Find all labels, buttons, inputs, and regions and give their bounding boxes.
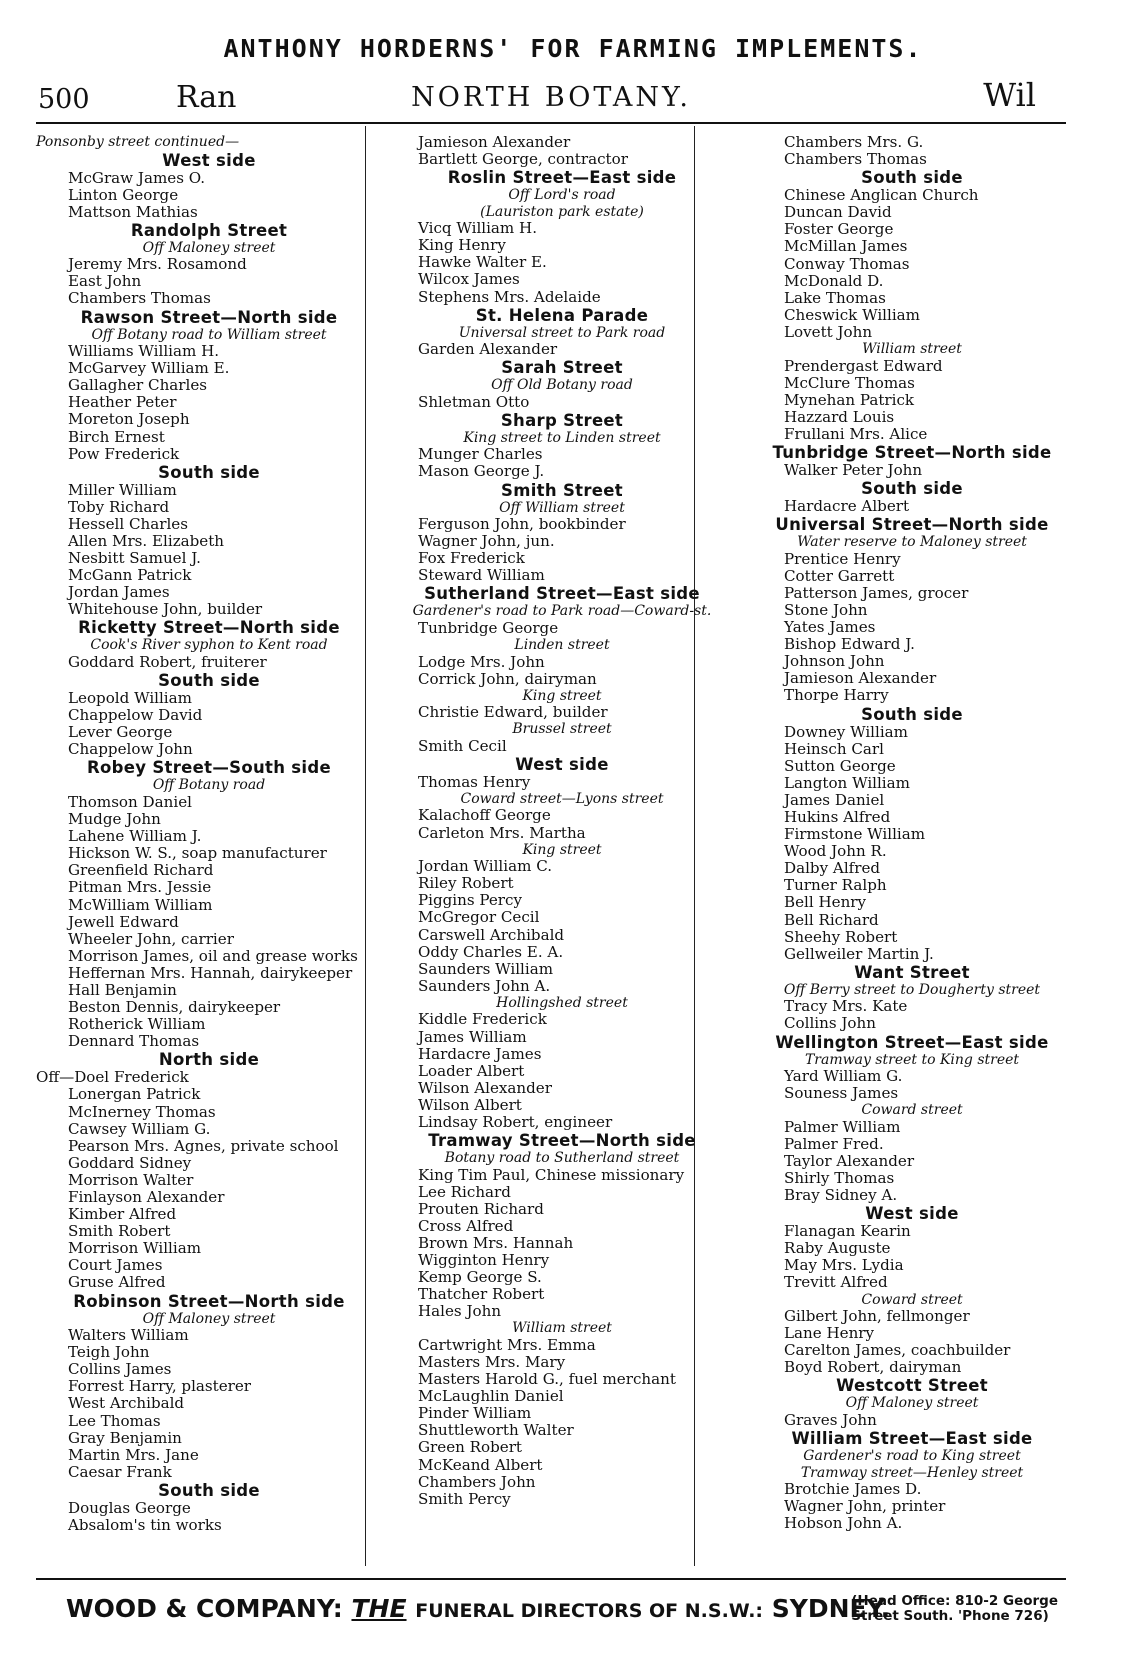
resident-entry: Birch Ernest [68,427,165,446]
resident-entry: Garden Alexander [418,340,558,359]
footer-city: SYDNEY. [771,1594,891,1623]
resident-entry: Jamieson Alexander [784,669,937,688]
street-heading: Tunbridge Street—North side [772,443,1052,462]
street-locator: Tramway street to King street [804,1051,1020,1068]
resident-entry: Flanagan Kearin [784,1222,911,1241]
directory-column-3 [752,134,1072,1532]
resident-entry: Chappelow John [68,740,193,759]
resident-entry: Wheeler John, carrier [68,929,234,948]
street-heading: West side [865,1204,959,1224]
resident-entry: Raby Auguste [784,1239,891,1258]
resident-entry: Mudge John [68,810,161,829]
resident-entry: Wood John R. [784,842,887,861]
street-heading: Robey Street—South side [87,758,331,778]
resident-entry: Hobson John A. [784,1514,903,1533]
resident-entry: Mattson Mathias [68,202,198,221]
resident-entry: Steward William [418,566,545,585]
resident-entry: King Henry [418,236,506,255]
resident-entry: Collins John [784,1014,876,1033]
resident-entry: Riley Robert [418,874,514,893]
resident-entry: Shletman Otto [418,392,530,411]
resident-entry: Vicq William H. [418,219,538,238]
resident-entry: Cawsey William G. [68,1119,211,1138]
resident-entry: Bray Sidney A. [784,1186,898,1205]
resident-entry: McGann Patrick [68,566,192,585]
resident-entry: McDonald D. [784,271,884,290]
resident-entry: Pearson Mrs. Agnes, private school [68,1136,339,1155]
resident-entry: Beston Dennis, dairykeeper [68,998,281,1017]
resident-entry: Morrison Walter [68,1170,194,1189]
resident-entry: McWilliam William [68,895,213,914]
section-title: NORTH BOTANY. [411,82,691,113]
resident-entry: McGarvey William E. [68,359,230,378]
resident-entry: Prentice Henry [784,549,901,568]
resident-entry: Masters Mrs. Mary [418,1353,566,1371]
resident-entry: Kalachoff George [418,806,551,825]
resident-entry: Wilson Alexander [418,1078,552,1097]
street-locator: King street [522,687,602,704]
resident-entry: Piggins Percy [418,891,523,910]
resident-entry: Hessell Charles [68,514,188,533]
resident-entry: West Archibald [68,1394,185,1413]
resident-entry: Munger Charles [418,445,543,464]
resident-entry: Wilson Albert [418,1095,522,1114]
resident-entry: Wagner John, jun. [418,532,555,551]
resident-entry: Goddard Sidney [68,1153,192,1172]
resident-entry: May Mrs. Lydia [784,1256,904,1275]
resident-entry: Oddy Charles E. A. [418,942,564,961]
street-locator: Botany road to Sutherland street [444,1150,680,1167]
resident-entry: Johnson John [784,652,885,671]
street-locator: Off Botany road [152,777,266,794]
resident-entry: Mason George J. [418,462,545,481]
resident-entry: McGregor Cecil [418,908,540,927]
resident-entry: Thorpe Harry [784,686,889,705]
resident-entry: Gallagher Charles [68,376,208,395]
street-locator: Universal street to Park road [458,324,666,341]
resident-entry: Moreton Joseph [68,410,190,429]
street-locator: Gardener's road to King street [803,1448,1021,1465]
street-locator: Coward street [861,1291,963,1308]
resident-entry: Tracy Mrs. Kate [784,997,908,1016]
resident-entry: Kemp George S. [418,1268,542,1287]
resident-entry: Stephens Mrs. Adelaide [418,287,601,306]
street-locator: William street [512,1320,612,1337]
resident-entry: Jordan William C. [418,857,553,876]
resident-entry: Kimber Alfred [68,1205,177,1224]
resident-entry: Allen Mrs. Elizabeth [68,532,225,550]
street-locator: (Lauriston park estate) [480,203,644,220]
resident-entry: Absalom's tin works [68,1516,222,1534]
resident-entry: McKeand Albert [418,1455,543,1474]
resident-entry: Walters William [68,1326,189,1345]
resident-entry: Hales John [418,1302,502,1321]
left-catchword: Ran [176,80,237,115]
street-heading: William Street—East side [791,1429,1033,1449]
resident-entry: Stone John [784,600,868,619]
street-heading: Sharp Street [500,410,624,430]
resident-entry: Lee Thomas [68,1411,161,1430]
street-heading: Universal Street—North side [775,515,1049,535]
resident-entry: Hukins Alfred [784,808,891,826]
resident-entry: Turner Ralph [784,876,887,895]
resident-entry: Teigh John [68,1343,150,1362]
street-heading: Roslin Street—East side [447,168,677,188]
resident-entry: Yates James [784,618,876,637]
resident-entry: Chambers John [418,1472,536,1491]
resident-entry: Smith Robert [68,1222,171,1241]
directory-column-1 [36,134,382,1534]
resident-entry: Morrison William [68,1239,202,1258]
resident-entry: Thomas Henry [418,772,531,791]
street-heading: South side [158,462,260,482]
resident-entry: Hall Benjamin [68,980,177,999]
resident-entry: Martin Mrs. Jane [68,1445,199,1464]
resident-entry: Duncan David [784,203,892,222]
street-heading: South side [158,1480,260,1500]
resident-entry: Lodge Mrs. John [418,652,545,671]
resident-entry: Bishop Edward J. [784,635,915,654]
resident-entry: King Tim Paul, Chinese missionary [418,1165,685,1184]
street-heading: Randolph Street [130,220,288,240]
street-locator: Off Old Botany road [491,377,633,394]
resident-entry: Jewell Edward [68,912,179,931]
resident-entry: Toby Richard [68,497,170,516]
resident-entry: Downey William [784,722,908,741]
resident-entry: McGraw James O. [68,168,206,187]
resident-entry: Langton William [784,773,910,792]
footer-ad-text [66,1594,890,1623]
street-locator: William street [862,341,962,358]
street-heading: Smith Street [501,480,623,500]
resident-entry: Gilbert John, fellmonger [784,1307,970,1326]
street-heading: South side [861,479,963,499]
street-locator: Brussel street [512,721,612,738]
resident-entry: Heffernan Mrs. Hannah, dairykeeper [68,963,353,982]
street-heading: North side [158,1050,260,1070]
resident-entry: Lever George [68,723,173,742]
resident-entry: Graves John [784,1410,877,1429]
street-heading: Sarah Street [501,358,623,378]
resident-entry: James Daniel [784,790,885,809]
resident-entry: Heinsch Carl [784,739,884,758]
resident-entry: McInerney Thomas [68,1102,216,1121]
street-locator: Off Lord's road [508,187,616,204]
resident-entry: Cross Alfred [418,1216,514,1235]
resident-entry: McLaughlin Daniel [418,1387,564,1406]
resident-entry: Lahene William J. [68,827,202,846]
resident-entry: Pitman Mrs. Jessie [68,878,212,897]
street-heading: St. Helena Parade [475,305,649,325]
resident-entry: Cheswick William [784,305,920,324]
footer-office [851,1594,1058,1624]
street-locator: Coward street [861,1102,963,1119]
resident-entry: Prouten Richard [418,1199,544,1218]
resident-entry: Whitehouse John, builder [68,600,263,619]
street-heading: Westcott Street [836,1376,988,1396]
resident-entry: James William [418,1027,527,1046]
resident-entry: Palmer William [784,1117,901,1136]
resident-entry: Kiddle Frederick [418,1010,547,1029]
resident-entry: Bell Richard [784,910,879,929]
resident-entry: Bartlett George, contractor [418,150,628,169]
resident-entry: Souness James [784,1084,899,1103]
resident-entry: Finlayson Alexander [68,1188,225,1206]
resident-entry: Gray Benjamin [68,1428,182,1447]
resident-entry: Lindsay Robert, engineer [418,1112,613,1131]
running-header [36,74,1066,124]
resident-entry: Chambers Thomas [68,289,211,308]
resident-entry: Shuttleworth Walter [418,1421,574,1440]
resident-entry: Mynehan Patrick [784,390,915,409]
resident-entry: Lee Richard [418,1182,511,1201]
street-locator: Tramway street—Henley street [800,1464,1024,1481]
resident-entry: Taylor Alexander [784,1151,915,1170]
resident-entry: Linton George [68,185,179,204]
resident-entry: Sutton George [784,756,896,775]
resident-entry: Miller William [68,480,177,499]
resident-entry: Saunders William [418,959,554,978]
resident-entry: Hickson W. S., soap manufacturer [68,844,327,863]
resident-entry: Masters Harold G., fuel merchant [418,1370,676,1389]
resident-entry: Off—Doel Frederick [36,1068,189,1087]
street-locator: King street to Linden street [463,429,661,446]
resident-entry: Brotchie James D. [784,1480,922,1499]
page-number: 500 [38,84,90,115]
footer-company: WOOD & COMPANY: [66,1594,343,1623]
resident-entry: Gellweiler Martin J. [784,944,934,963]
street-locator: Off William street [499,499,625,516]
street-locator: Hollingshed street [496,994,628,1011]
resident-entry: Leopold William [68,689,192,708]
resident-entry: Corrick John, dairyman [418,669,597,688]
resident-entry: Bell Henry [784,893,867,912]
resident-entry: Chambers Mrs. G. [784,133,924,151]
street-heading: Rawson Street—North side [80,307,338,327]
resident-entry: Sheehy Robert [784,927,898,946]
resident-entry: Thatcher Robert [418,1285,545,1304]
resident-entry: Carelton James, coachbuilder [784,1341,1011,1360]
street-heading: Robinson Street—North side [73,1291,345,1311]
resident-entry: Trevitt Alfred [784,1273,888,1292]
resident-entry: McClure Thomas [784,373,915,392]
footer-trade: FUNERAL DIRECTORS OF N.S.W.: [415,1600,764,1622]
resident-entry: Tunbridge George [418,618,559,637]
resident-entry: Hazzard Louis [784,407,895,426]
resident-entry: Carswell Archibald [418,925,565,944]
resident-entry: Goddard Robert, fruiterer [68,652,267,671]
street-heading: South side [158,671,260,691]
resident-entry: Heather Peter [68,393,177,412]
resident-entry: Yard William G. [784,1067,903,1086]
resident-entry: Saunders John A. [418,976,551,995]
resident-entry: Fox Frederick [418,549,525,568]
resident-entry: Wilcox James [418,270,520,289]
street-locator: Cook's River syphon to Kent road [90,637,328,654]
resident-entry: Walker Peter John [784,461,923,479]
street-heading: Sutherland Street—East side [424,584,700,604]
continuation-note: Ponsonby street continued— [36,134,240,150]
street-locator: Linden street [514,637,610,653]
resident-entry: Wagner John, printer [784,1497,946,1516]
resident-entry: Brown Mrs. Hannah [418,1233,574,1252]
resident-entry: Prendergast Edward [784,356,943,375]
street-locator: Off Maloney street [142,239,276,256]
resident-entry: Foster George [784,220,894,239]
footer-office-line-2: Street South. 'Phone 726) [851,1608,1049,1624]
resident-entry: Loader Albert [418,1061,525,1080]
resident-entry: Chinese Anglican Church [784,186,979,205]
resident-entry: Forrest Harry, plasterer [68,1377,252,1396]
resident-entry: Pinder William [418,1404,532,1423]
directory-column-2 [386,134,738,1508]
resident-entry: Jeremy Mrs. Rosamond [68,255,247,274]
resident-entry: Cotter Garrett [784,566,895,585]
right-catchword: Wil [983,76,1036,114]
resident-entry: Chappelow David [68,706,203,725]
street-locator: Gardener's road to Park road—Coward-st. [412,603,712,620]
street-heading: Tramway Street—North side [428,1131,696,1151]
street-locator: Off Maloney street [142,1310,276,1327]
street-locator: Off Berry street to Dougherty street [783,981,1041,998]
resident-entry: Shirly Thomas [784,1169,895,1187]
resident-entry: Thomson Daniel [68,792,192,811]
resident-entry: Chambers Thomas [784,150,927,169]
resident-entry: Hawke Walter E. [418,253,547,272]
resident-entry: Smith Percy [418,1489,511,1508]
street-heading: South side [861,168,963,188]
street-locator: Off Botany road to William street [91,326,327,343]
resident-entry: Wigginton Henry [418,1251,550,1270]
resident-entry: Boyd Robert, dairyman [784,1358,962,1377]
resident-entry: Caesar Frank [68,1462,172,1481]
resident-entry: Conway Thomas [784,254,910,273]
resident-entry: Christie Edward, builder [418,703,608,722]
resident-entry: Pow Frederick [68,444,180,463]
resident-entry: Hardacre James [418,1044,542,1063]
resident-entry: Smith Cecil [418,736,507,755]
resident-entry: Lovett John [784,322,873,341]
page-banner: ANTHONY HORDERNS' FOR FARMING IMPLEMENTS. [223,34,923,63]
resident-entry: Nesbitt Samuel J. [68,549,201,568]
resident-entry: Dennard Thomas [68,1032,200,1051]
street-heading: Wellington Street—East side [775,1032,1049,1052]
street-heading: West side [162,150,256,170]
resident-entry: Hardacre Albert [784,497,910,516]
street-heading: West side [515,754,609,774]
resident-entry: Jordan James [68,583,170,602]
resident-entry: Dalby Alfred [784,859,881,878]
resident-entry: Collins James [68,1360,172,1379]
street-heading: Ricketty Street—North side [78,618,340,638]
resident-entry: Lake Thomas [784,288,886,307]
resident-entry: Greenfield Richard [68,861,214,880]
footer-advertisement [36,1578,1066,1624]
street-locator: Water reserve to Maloney street [797,534,1027,551]
resident-entry: Gruse Alfred [68,1273,166,1292]
resident-entry: Lonergan Patrick [68,1085,201,1104]
resident-entry: Court James [68,1256,163,1275]
resident-entry: Williams William H. [68,342,220,361]
resident-entry: Firmstone William [784,825,926,844]
resident-entry: Jamieson Alexander [418,133,571,151]
footer-office-line-1: (Head Office: 810-2 George [851,1593,1058,1609]
resident-entry: Carleton Mrs. Martha [418,823,586,842]
street-heading: Want Street [854,962,970,982]
street-locator: Coward street—Lyons street [460,790,664,807]
resident-entry: Frullani Mrs. Alice [784,424,928,443]
resident-entry: Rotherick William [68,1015,206,1034]
resident-entry: Ferguson John, bookbinder [418,515,626,534]
street-locator: Off Maloney street [845,1395,979,1412]
street-heading: South side [861,704,963,724]
resident-entry: Lane Henry [784,1324,875,1343]
resident-entry: Palmer Fred. [784,1134,884,1153]
resident-entry: Morrison James, oil and grease works [68,946,358,965]
resident-entry: Cartwright Mrs. Emma [418,1335,596,1354]
resident-entry: East John [68,272,142,291]
resident-entry: McMillan James [784,237,908,256]
resident-entry: Patterson James, grocer [784,583,969,602]
resident-entry: Green Robert [418,1438,522,1457]
footer-the: THE [351,1594,407,1623]
resident-entry: Douglas George [68,1498,191,1517]
street-locator: King street [522,841,602,858]
